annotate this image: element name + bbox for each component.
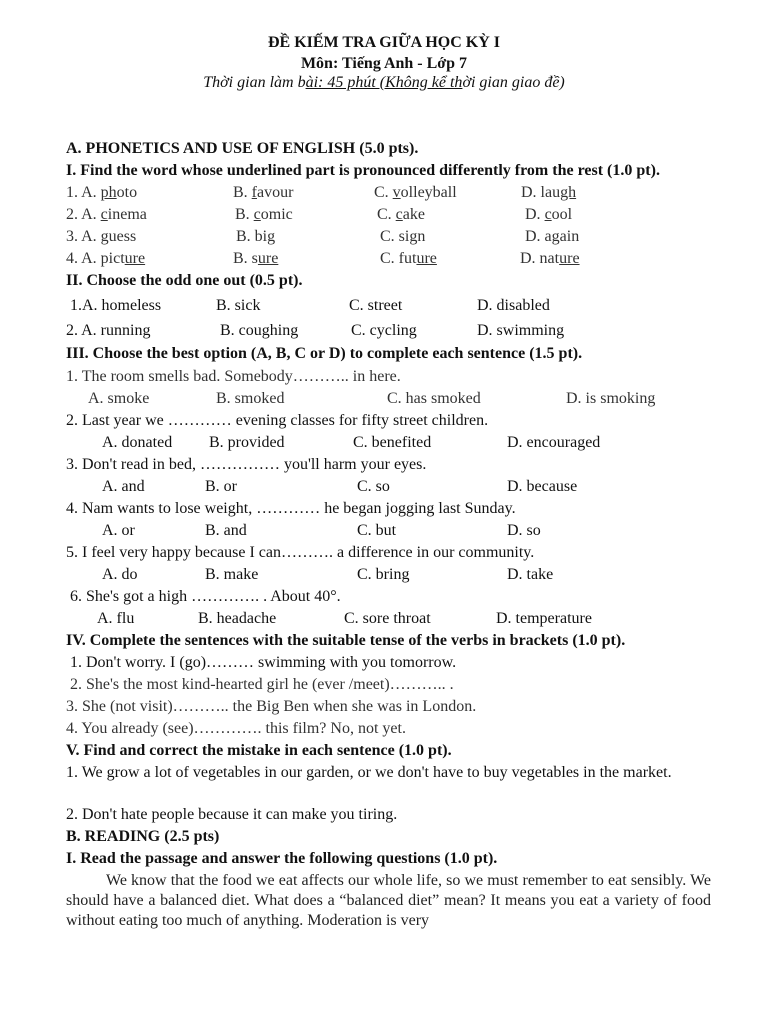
answer-option: C. sore throat — [344, 610, 431, 627]
answer-option: D. is smoking — [566, 390, 656, 407]
answer-option: D. so — [507, 522, 541, 539]
odd-one-out-option: 1.A. homeless — [70, 297, 162, 314]
exam-subject: Môn: Tiếng Anh - Lớp 7 — [300, 55, 468, 72]
answer-option: B. smoked — [216, 390, 285, 407]
odd-one-out-option: C. cycling — [351, 322, 417, 339]
answer-option: A. donated — [102, 434, 173, 451]
reading-section-1-heading: I. Read the passage and answer the following questions (1.0 pt). — [66, 850, 498, 867]
answer-option: C. has smoked — [387, 390, 481, 407]
question-3-1: 1. The room smells bad. Somebody……….. in here. — [66, 368, 401, 385]
answer-option: B. make — [205, 566, 259, 583]
reading-passage: We know that the food we eat affects our whole life, so we must remember to eat sensibly. We should have a balanced diet. What does a “balanced diet” mean? It means you eat a variety of food without eating too much of anything. Moderation is very — [66, 872, 711, 929]
answer-option: D. temperature — [496, 610, 592, 627]
odd-one-out-option: D. swimming — [477, 322, 565, 339]
phonetics-option: 4. A. picture — [66, 250, 146, 267]
answer-option: B. and — [205, 522, 247, 539]
odd-one-out-option: 2. A. running — [66, 322, 151, 339]
mistake-item-1: 1. We grow a lot of vegetables in our garden, or we don't have to buy vegetables in the market. — [66, 764, 672, 781]
section-1-heading: I. Find the word whose underlined part is pronounced differently from the rest (1.0 pt). — [66, 162, 660, 179]
part-a-heading: A. PHONETICS AND USE OF ENGLISH (5.0 pts). — [66, 140, 419, 157]
phonetics-option: B. big — [236, 228, 276, 245]
phonetics-option: 2. A. cinema — [66, 206, 147, 223]
section-3-heading: III. Choose the best option (A, B, C or D) to complete each sentence (1.5 pt). — [66, 345, 583, 362]
answer-option: A. smoke — [88, 390, 150, 407]
question-3-4: 4. Nam wants to lose weight, ………… he began jogging last Sunday. — [66, 500, 516, 517]
phonetics-option: D. cool — [525, 206, 573, 223]
phonetics-option: C. future — [380, 250, 437, 267]
question-3-5: 5. I feel very happy because I can………. a difference in our community. — [66, 544, 535, 561]
exam-title: ĐỀ KIẾM TRA GIỮA HỌC KỲ I — [267, 34, 501, 51]
answer-option: A. flu — [97, 610, 135, 627]
answer-option: A. or — [102, 522, 135, 539]
phonetics-option: B. sure — [233, 250, 279, 267]
answer-option: C. benefited — [353, 434, 432, 451]
question-3-3: 3. Don't read in bed, …………… you'll harm your eyes. — [66, 456, 427, 473]
phonetics-option: B. favour — [233, 184, 294, 201]
tense-item-2: 2. She's the most kind-hearted girl he (ever /meet)……….. . — [70, 676, 454, 693]
phonetics-option: C. volleyball — [374, 184, 457, 201]
answer-option: D. because — [507, 478, 578, 495]
question-3-2: 2. Last year we ………… evening classes for fifty street children. — [66, 412, 489, 429]
phonetics-option: 3. A. guess — [66, 228, 137, 245]
odd-one-out-option: B. sick — [216, 297, 261, 314]
section-2-heading: II. Choose the odd one out (0.5 pt). — [66, 272, 303, 289]
phonetics-option: B. comic — [235, 206, 293, 223]
answer-option: B. provided — [209, 434, 285, 451]
answer-option: C. bring — [357, 566, 410, 583]
odd-one-out-option: B. coughing — [220, 322, 299, 339]
answer-option: A. and — [102, 478, 145, 495]
section-5-heading: V. Find and correct the mistake in each sentence (1.0 pt). — [66, 742, 452, 759]
exam-time: Thời gian làm bài: 45 phút (Không kể thời gian giao đề) — [203, 74, 565, 91]
answer-option: A. do — [102, 566, 138, 583]
section-4-heading: IV. Complete the sentences with the suitable tense of the verbs in brackets (1.0 pt). — [66, 632, 626, 649]
phonetics-option: D. again — [525, 228, 580, 245]
answer-option: B. headache — [198, 610, 277, 627]
answer-option: C. so — [357, 478, 390, 495]
answer-option: B. or — [205, 478, 237, 495]
odd-one-out-option: D. disabled — [477, 297, 550, 314]
tense-item-3: 3. She (not visit)……….. the Big Ben when she was in London. — [66, 698, 477, 715]
phonetics-option: C. sign — [380, 228, 426, 245]
mistake-item-2: 2. Don't hate people because it can make you tiring. — [66, 806, 398, 823]
answer-option: C. but — [357, 522, 397, 539]
question-3-6: 6. She's got a high …………. . About 40°. — [70, 588, 341, 605]
tense-item-1: 1. Don't worry. I (go)……… swimming with you tomorrow. — [70, 654, 457, 671]
part-b-heading: B. READING (2.5 pts) — [66, 828, 220, 845]
answer-option: D. encouraged — [507, 434, 601, 451]
answer-option: D. take — [507, 566, 554, 583]
phonetics-option: 1. A. photo — [66, 184, 138, 201]
phonetics-option: D. laugh — [521, 184, 577, 201]
odd-one-out-option: C. street — [349, 297, 403, 314]
tense-item-4: 4. You already (see)…………. this film? No, not yet. — [66, 720, 406, 737]
phonetics-option: C. cake — [377, 206, 425, 223]
phonetics-option: D. nature — [520, 250, 580, 267]
